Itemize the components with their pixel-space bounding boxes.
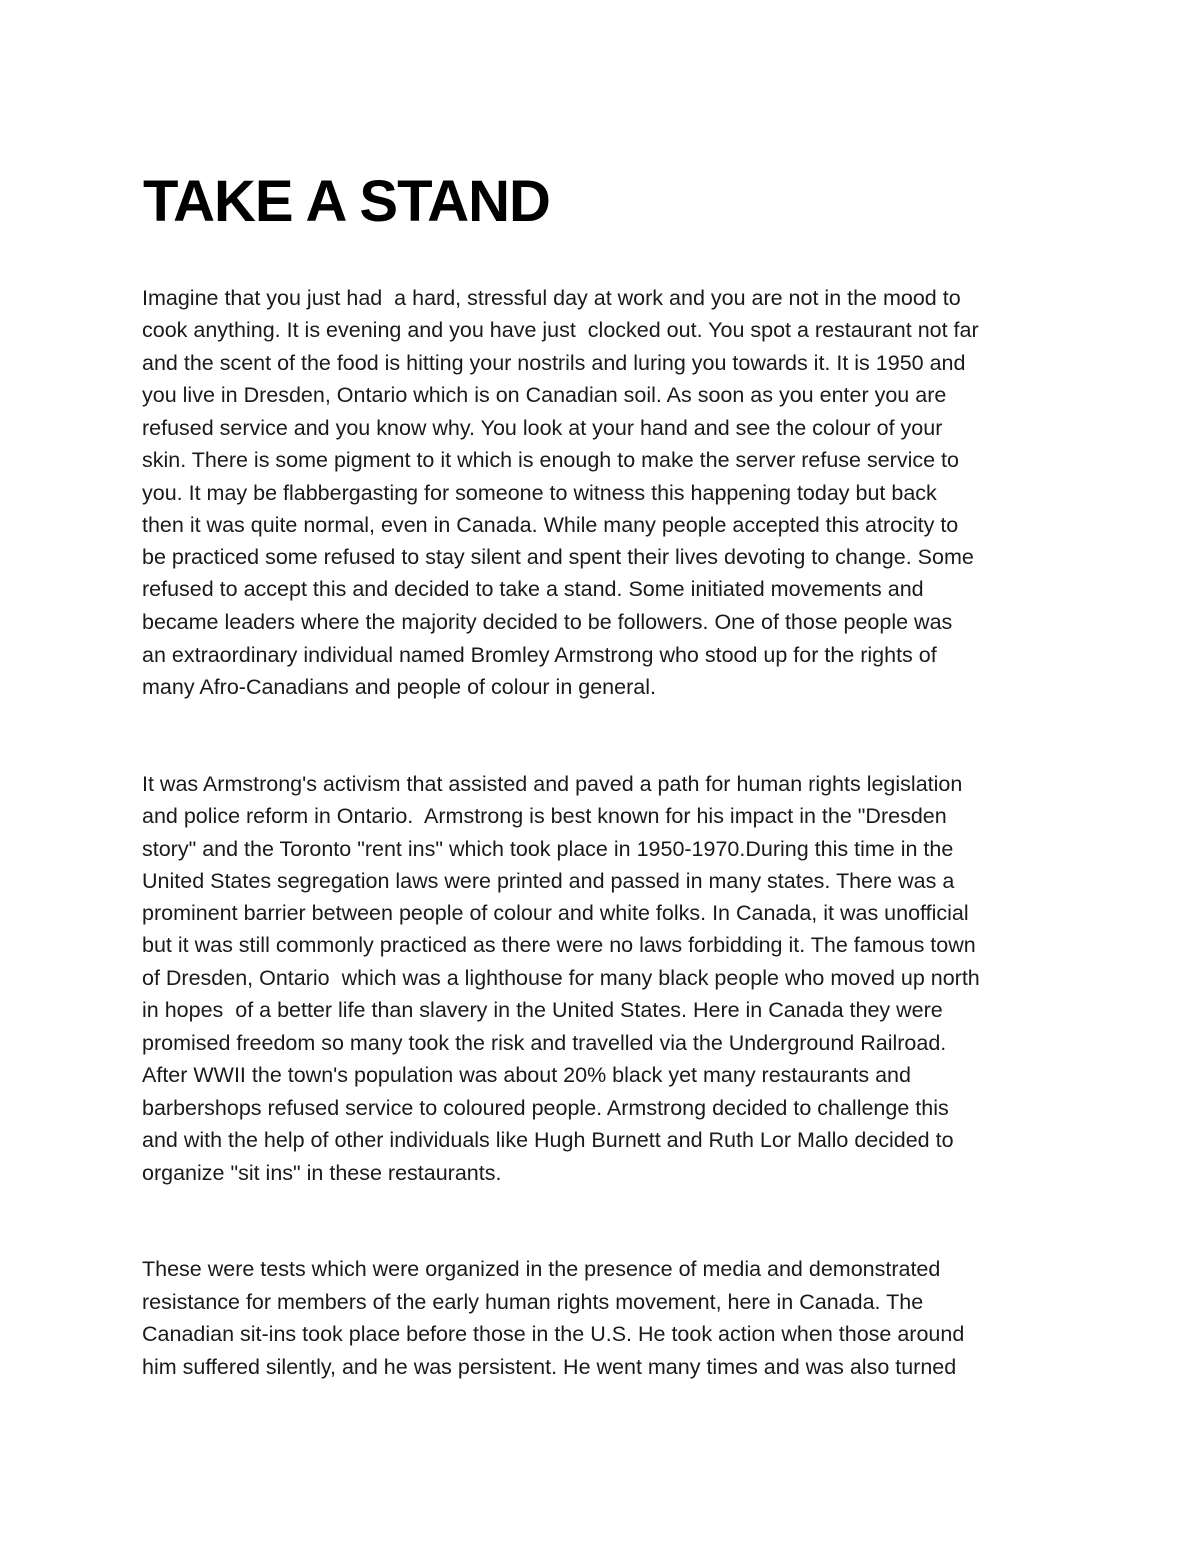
text-line: Imagine that you just had a hard, stressful day at work and you are not in the mood to <box>142 286 961 310</box>
text-line: and the scent of the food is hitting your nostrils and luring you towards it. It is 1950 and <box>142 351 966 375</box>
text-line: and police reform in Ontario. Armstrong is best known for his impact in the "Dresden <box>142 804 947 828</box>
text-line: promised freedom so many took the risk and travelled via the Underground Railroad. <box>142 1031 947 1055</box>
text-line: then it was quite normal, even in Canada. While many people accepted this atrocity to <box>142 513 959 537</box>
text-line: organize "sit ins" in these restaurants. <box>142 1161 502 1185</box>
text-line: These were tests which were organized in the presence of media and demonstrated <box>142 1257 941 1281</box>
text-line: It was Armstrong's activism that assisted and paved a path for human rights legislation <box>142 772 963 796</box>
text-line: you live in Dresden, Ontario which is on Canadian soil. As soon as you enter you are <box>142 383 947 407</box>
text-line: skin. There is some pigment to it which is enough to make the server refuse service to <box>142 448 959 472</box>
text-line: prominent barrier between people of colour and white folks. In Canada, it was unofficial <box>142 901 969 925</box>
text-line: an extraordinary individual named Bromley Armstrong who stood up for the rights of <box>142 643 937 667</box>
document-title: TAKE A STAND <box>143 169 550 234</box>
text-line: many Afro-Canadians and people of colour in general. <box>142 675 656 699</box>
text-line: cook anything. It is evening and you have just clocked out. You spot a restaurant not far <box>142 318 979 342</box>
text-line: and with the help of other individuals like Hugh Burnett and Ruth Lor Mallo decided to <box>142 1128 954 1152</box>
text-line: of Dresden, Ontario which was a lighthouse for many black people who moved up north <box>142 966 980 990</box>
text-line: refused to accept this and decided to take a stand. Some initiated movements and <box>142 577 924 601</box>
text-line: became leaders where the majority decided to be followers. One of those people was <box>142 610 953 634</box>
text-line: story" and the Toronto "rent ins" which took place in 1950-1970.During this time in the <box>142 837 954 861</box>
text-line: in hopes of a better life than slavery in the United States. Here in Canada they were <box>142 998 943 1022</box>
text-line: barbershops refused service to coloured people. Armstrong decided to challenge this <box>142 1096 949 1120</box>
text-line: but it was still commonly practiced as there were no laws forbidding it. The famous town <box>142 933 976 957</box>
text-line: refused service and you know why. You look at your hand and see the colour of your <box>142 416 943 440</box>
text-line: you. It may be flabbergasting for someone to witness this happening today but back <box>142 481 937 505</box>
text-line: After WWII the town's population was about 20% black yet many restaurants and <box>142 1063 911 1087</box>
text-line: Canadian sit-ins took place before those in the U.S. He took action when those around <box>142 1322 965 1346</box>
text-line: be practiced some refused to stay silent and spent their lives devoting to change. Some <box>142 545 974 569</box>
text-line: him suffered silently, and he was persistent. He went many times and was also turned <box>142 1355 957 1379</box>
text-line: United States segregation laws were printed and passed in many states. There was a <box>142 869 955 893</box>
text-line: resistance for members of the early human rights movement, here in Canada. The <box>142 1290 924 1314</box>
